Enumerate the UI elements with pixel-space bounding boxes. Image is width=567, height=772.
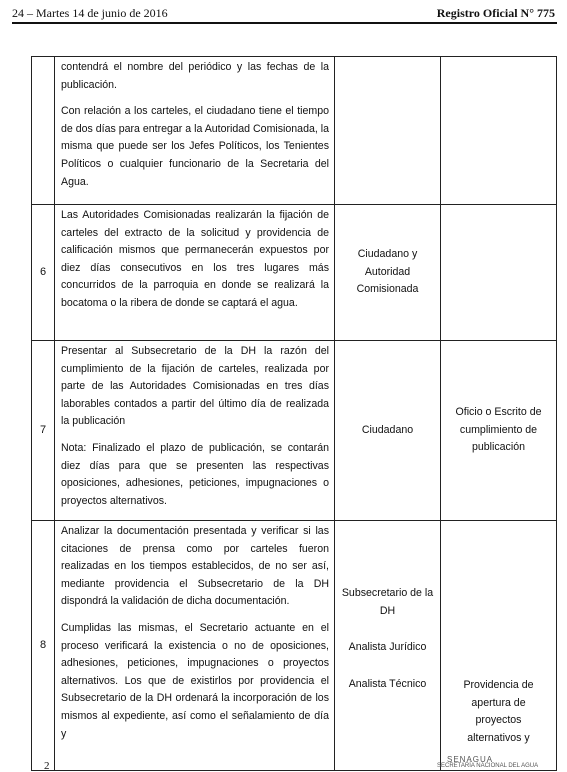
- activity-cell: [55, 341, 335, 521]
- header-date: 24 – Martes 14 de junio de 2016: [12, 6, 168, 20]
- activity-cell: [55, 57, 335, 205]
- responsible-entry: Subsecretario de la DH: [341, 587, 434, 617]
- step-number: 7: [32, 341, 55, 521]
- activity-paragraph: Presentar al Subsecretario de la DH la razón del cumplimiento de la fijación de carteles, realizada por parte de las Autoridades Comisionadas en tres días laborables contados a partir del último día de realizada la publicación: [61, 345, 329, 428]
- table-row: [32, 205, 557, 341]
- header-publication: Registro Oficial N° 775: [436, 6, 555, 20]
- responsible-entry: Analista Técnico: [348, 677, 427, 690]
- responsible-entry: Analista Jurídico: [348, 641, 427, 654]
- activity-paragraph: contendrá el nombre del periódico y las fechas de la publicación.: [61, 61, 329, 91]
- activity-cell: [55, 205, 335, 341]
- step-number: 8: [32, 521, 55, 771]
- activity-paragraph: Las Autoridades Comisionadas realizarán la fijación de carteles del extracto de la solicitud y providencia de calificación mismos que permanecerán expuestos por diez días consecutivos en los tres lugares más concurridos de la parroquia en donde se realizará la bocatoma o la ribera de donde se captará el agua.: [61, 209, 329, 309]
- procedure-table: [31, 56, 557, 771]
- document-cell: [441, 341, 557, 521]
- document-name: Oficio o Escrito de cumplimiento de publicación: [455, 406, 542, 454]
- activity-paragraph: Analizar la documentación presentada y verificar si las citaciones de prensa como por carteles fueron realizadas en los tiempos establecidos, de no ser así, mediante providencia el Subsecretario de la DH dispondrá la validación de dicha documentación.: [61, 525, 329, 608]
- responsible-entry: Ciudadano y Autoridad Comisionada: [356, 248, 419, 296]
- agency-stamp: SENAGUA: [447, 755, 494, 764]
- responsible-entry: Ciudadano: [361, 423, 414, 436]
- document-cell: [441, 521, 557, 771]
- document-name: Providencia de apertura de proyectos alternativos y: [463, 679, 534, 744]
- activity-paragraph: Con relación a los carteles, el ciudadano tiene el tiempo de dos días para entregar a la Autoridad Comisionada, la misma que puede ser los Jefes Políticos, los Tenientes Políticos o cualquier funcionario de la Secretaria del Agua.: [61, 105, 329, 188]
- activity-cell: [55, 521, 335, 771]
- page-mark: 2: [44, 760, 50, 772]
- document-cell: [441, 205, 557, 341]
- responsible-cell: [335, 57, 441, 205]
- activity-paragraph: Cumplidas las mismas, el Secretario actuante en el proceso verificará la existencia o no de oposiciones, adhesiones, peticiones, impugnaciones o proyectos alternativos. Los que de existirlos por providencia el Subsecretario de la DH ordenará la incorporación de los mismos al expediente, así como el señalamiento de día y: [61, 621, 329, 740]
- activity-paragraph: Nota: Finalizado el plazo de publicación, se contarán diez días para que se presenten las respectivas oposiciones, adhesiones, peticiones, impugnaciones o proyectos alternativos.: [61, 441, 329, 507]
- responsible-cell: [335, 205, 441, 341]
- responsible-cell: [335, 341, 441, 521]
- document-cell: [441, 57, 557, 205]
- table-row: [32, 341, 557, 521]
- agency-stamp-subtitle: SECRETARÍA NACIONAL DEL AGUA: [437, 763, 539, 769]
- table-row: [32, 57, 557, 205]
- step-number: 6: [32, 205, 55, 341]
- table-row: [32, 521, 557, 771]
- page-header: [12, 6, 555, 22]
- step-number: [32, 57, 55, 205]
- responsible-cell: [335, 521, 441, 771]
- header-rule: [12, 22, 557, 24]
